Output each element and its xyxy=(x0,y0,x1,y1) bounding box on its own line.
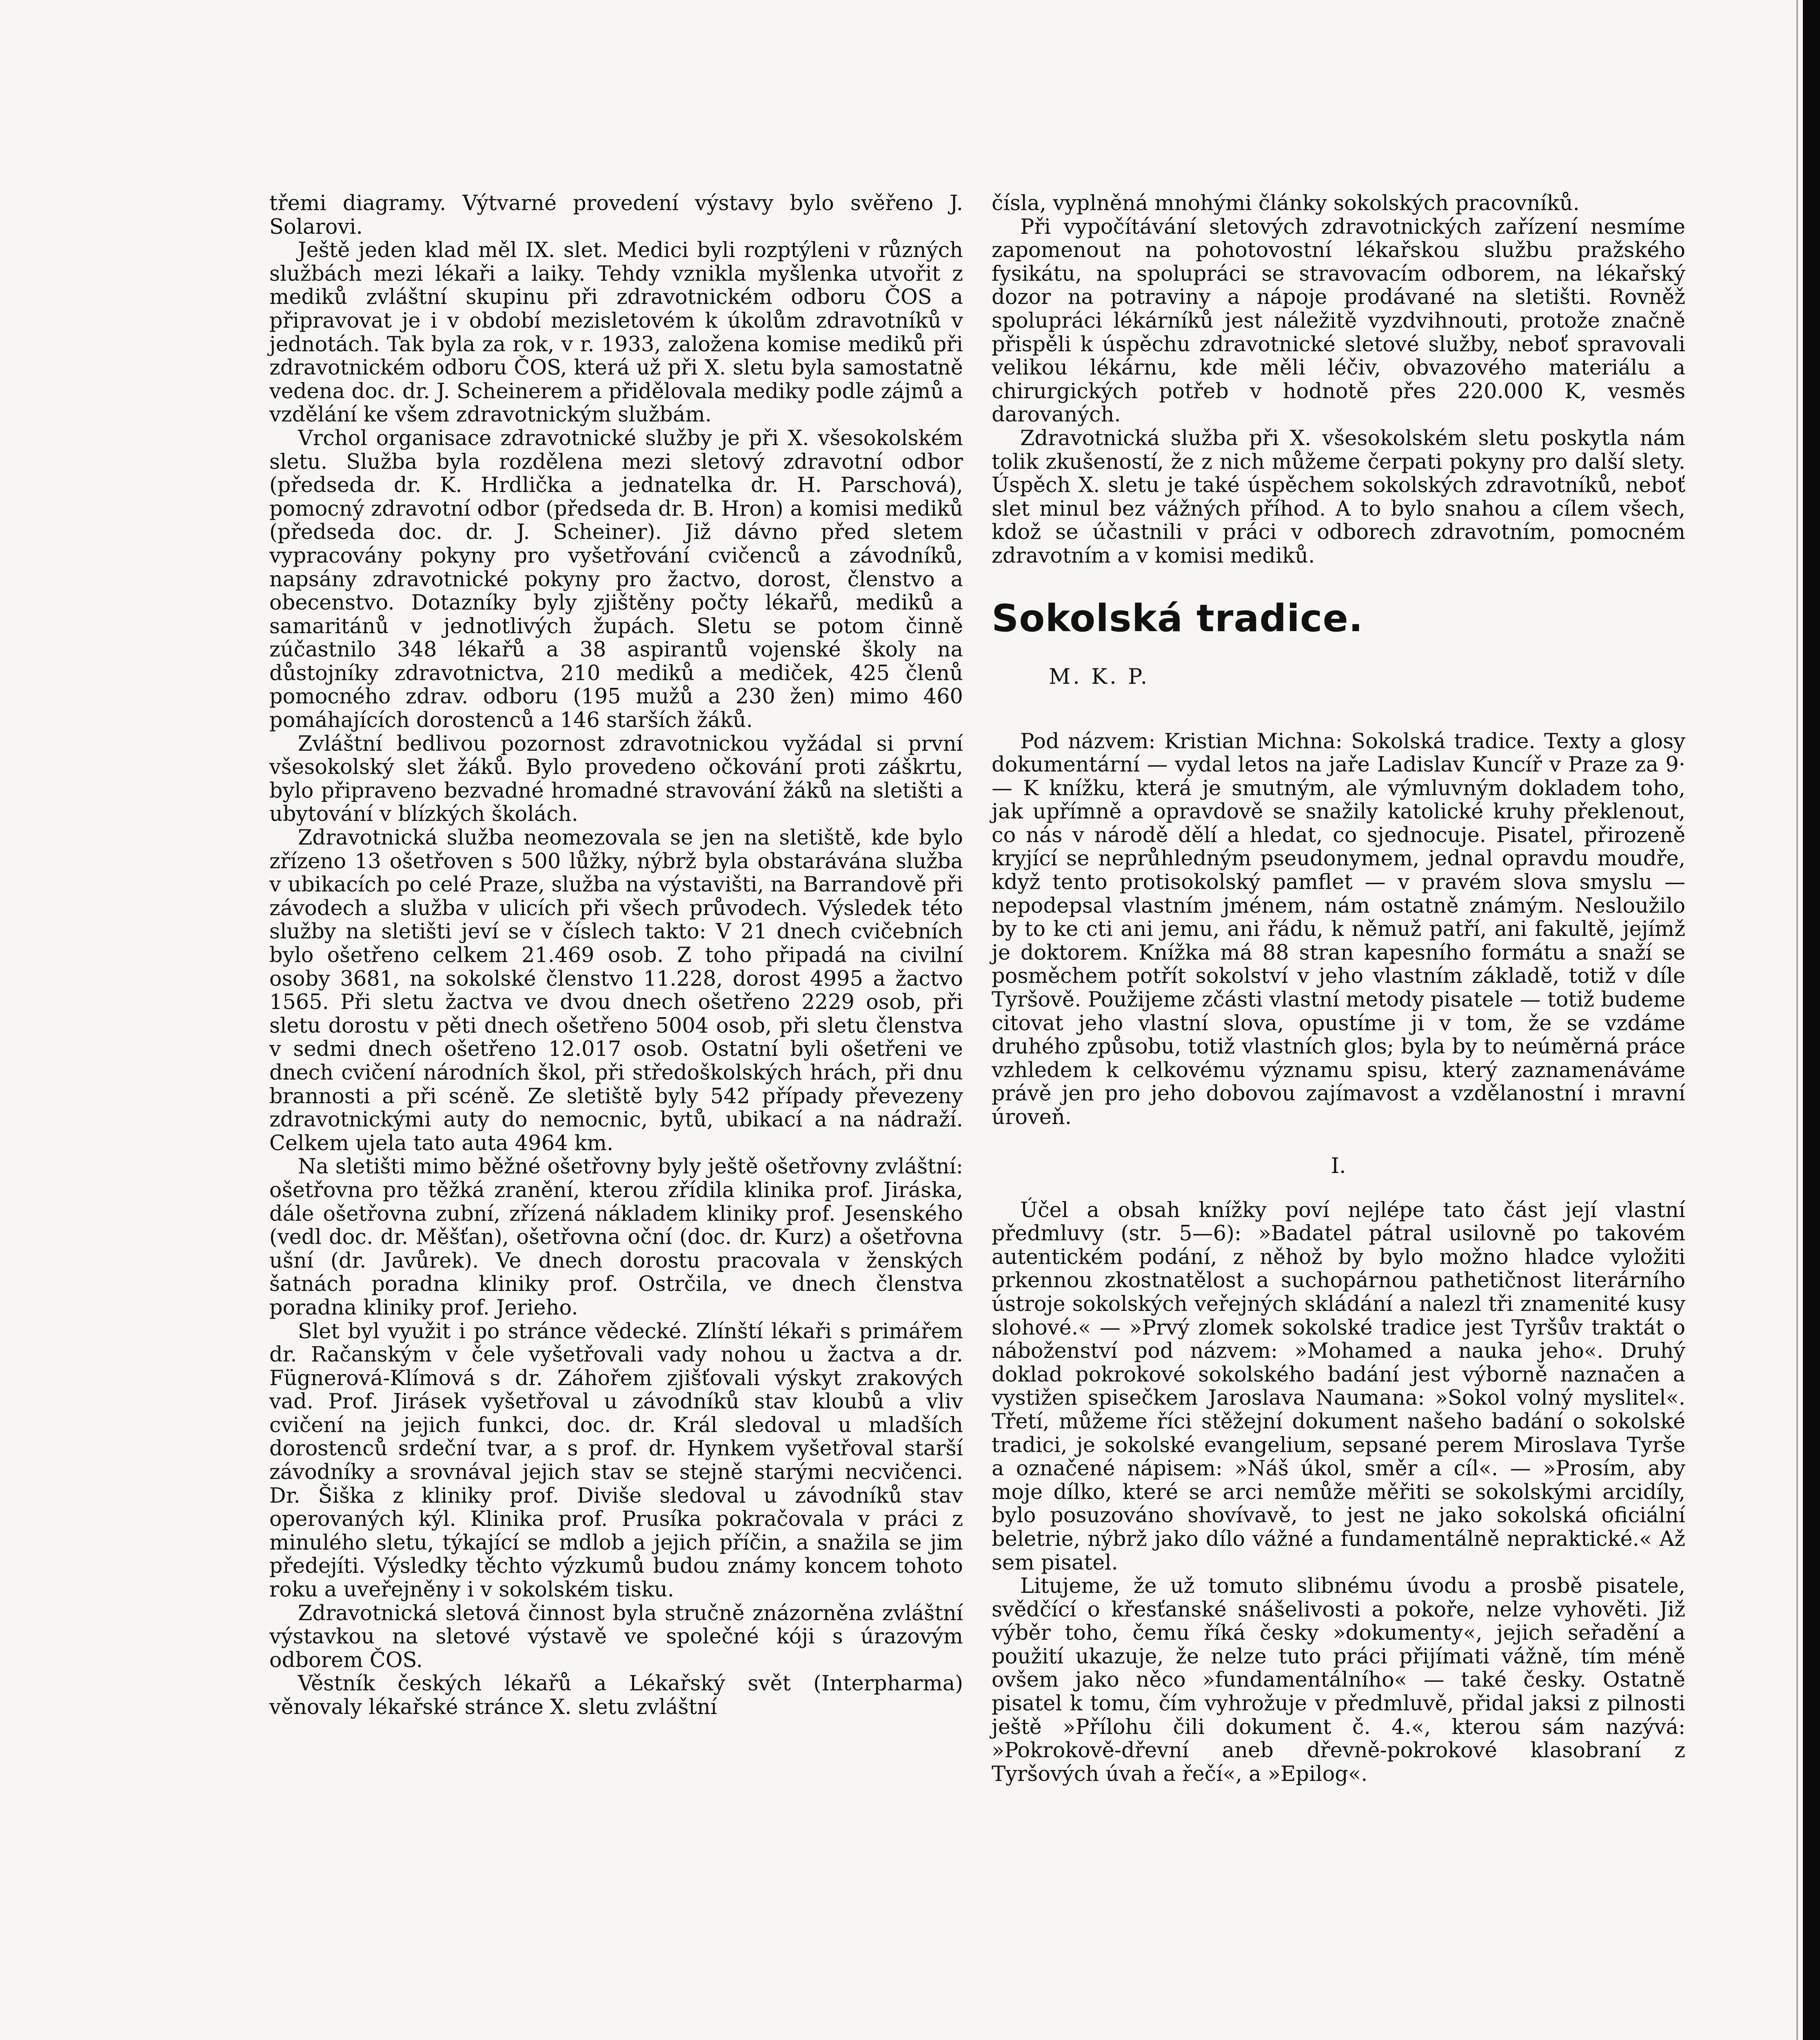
paragraph: třemi diagramy. Výtvarné provedení výstavy bylo svěřeno J. Solarovi. xyxy=(269,191,963,239)
right-column xyxy=(992,192,1685,1786)
paragraph: Ještě jeden klad měl IX. slet. Medici byli rozptýleni v různých službách mezi lékaři a laiky. Tehdy vznikla myšlenka utvořit z mediků zvláštní skupinu při zdravotnickém odboru ČOS a připravovat je i v období mezisletovém k úkolům zdravotníků v jednotách. Tak byla za rok, v r. 1933, založena komise mediků při zdravotnickém odboru ČOS, která už při X. sletu byla samostatně vedena doc. dr. J. Scheinerem a přidělovala mediky podle zájmů a vzdělání ke všem zdravotnickým službám. xyxy=(269,238,963,427)
paragraph: Účel a obsah knížky poví nejlépe tato část její vlastní předmluvy (str. 5—6): »Badatel pátral usilovně po takovém autentickém podání, z něhož by bylo možno hladce vyložiti prkennou zkostnatělost a suchopárnou pathetičnost literárního ústroje sokolských veřejných skládání a nalezl tři znamenité kusy slohové.« — »Prvý zlomek sokolské tradice jest Tyršův traktát o náboženství pod názvem: »Mohamed a nauka jeho«. Druhý doklad pokrokové sokolského badání jest výborně naznačen a vystižen spisečkem Jaroslava Naumana: »Sokol volný myslitel«. Třetí, můžeme říci stěžejní dokument našeho badání o sokolské tradici, je sokolské evangelium, sepsané perem Miroslava Tyrše a označené nápisem: »Náš úkol, směr a cíl«. — »Prosím, aby moje dílko, které se arci nemůže měřiti se sokolskými arcidíly, bylo posuzováno shovívavě, to jest ne jako sokolská oficiální beletrie, nýbrž jako dílo vážné a fundamentálně nepraktické.« Až sem pisatel. xyxy=(992,1198,1685,1575)
paragraph: Slet byl využit i po stránce vědecké. Zlínští lékaři s primářem dr. Račanským v čele vyšetřovali vady nohou u žactva a dr. Fügnerová-Klímová s dr. Záhořem zjišťovali výskyt zrakových vad. Prof. Jirásek vyšetřoval u závodníků stav kloubů a vliv cvičení na jejich funkci, doc. dr. Král sledoval u mladších dorostenců srdeční tvar, a s prof. dr. Hynkem vyšetřoval starší závodníky a srovnával jejich stav se stejně starými necvičenci. Dr. Šiška z kliniky prof. Diviše sledoval u závodníků stav operovaných kýl. Klinika prof. Prusíka pokračovala v práci z minulého sletu, týkající se mdlob a jejich příčin, a snažila se jim předejíti. Výsledky těchto výzkumů budou známy koncem tohoto roku a uveřejněny i v sokolském tisku. xyxy=(269,1319,963,1602)
scan-edge-line xyxy=(1796,0,1798,2040)
paragraph: Na sletišti mimo běžné ošetřovny byly ještě ošetřovny zvláštní: ošetřovna pro těžká zranění, kterou zřídila klinika prof. Jiráska, dále ošetřovna zubní, zřízená nákladem kliniky prof. Jesenského (vedl doc. dr. Měšťan), ošetřovna oční (doc. dr. Kurz) a ošetřovna ušní (dr. Javůrek). Ve dnech dorostu pracovala v ženských šatnách poradna kliniky prof. Ostrčila, ve dnech členstva poradna kliniky prof. Jerieho. xyxy=(269,1155,963,1320)
paragraph: Při vypočítávání sletových zdravotnických zařízení nesmíme zapomenout na pohotovostní lékařskou službu pražského fysikátu, na spolupráci se stravovacím odborem, na lékařský dozor na potraviny a nápoje prodávané na sletišti. Rovněž spolupráci lékárníků jest náležitě vyzdvihnouti, protože značně přispěli k úspěchu zdravotnické sletové služby, neboť spravovali velikou lékárnu, kde měli léčiv, obvazového materiálu a chirurgických potřeb v hodnotě přes 220.000 K, vesměs darovaných. xyxy=(992,215,1685,427)
paragraph: Litujeme, že už tomuto slibnému úvodu a prosbě pisatele, svědčící o křesťanské snášelivosti a pokoře, nelze vyhověti. Již výběr toho, čemu říká česky »dokumenty«, jejich seřadění a použití ukazuje, že nelze tuto práci přijímati vážně, tím méně ovšem jako něco »fundamentálního« — také česky. Ostatně pisatel k tomu, čím vyhrožuje v předmluvě, přidal jaksi z pilnosti ještě »Přílohu čili dokument č. 4.«, kterou sám nazývá: »Pokrokově-dřevní aneb dřevně-pokrokové klasobraní z Tyršových úvah a řečí«, a »Epilog«. xyxy=(992,1574,1685,1786)
paragraph: Zdravotnická služba při X. všesokolském sletu poskytla nám tolik zkušeností, že z nich můžeme čerpati pokyny pro další slety. Úspěch X. sletu je také úspěchem sokolských zdravotníků, neboť slet minul bez vážných příhod. A to bylo snahou a cílem všech, kdož se účastnili v práci v odborech zdravotním, pomocném zdravotním a v komisi mediků. xyxy=(992,426,1685,568)
paragraph: Vrchol organisace zdravotnické služby je při X. všesokolském sletu. Služba byla rozdělena mezi sletový zdravotní odbor (předseda dr. K. Hrdlička a jednatelka dr. H. Parschová), pomocný zdravotní odbor (předseda dr. B. Hron) a komisi mediků (předseda doc. dr. J. Scheiner). Již dávno před sletem vypracovány pokyny pro vyšetřování cvičenců a závodníků, napsány zdravotnické pokyny pro žactvo, dorost, členstvo a obecenstvo. Dotazníky byly zjištěny počty lékařů, mediků a samaritánů v jednotlivých župách. Sletu se potom činně zúčastnilo 348 lékařů a 38 aspirantů vojenské školy na důstojníky zdravotnictva, 210 mediků a mediček, 425 členů pomocného zdrav. odboru (195 mužů a 230 žen) mimo 460 pomáhajících dorostenců a 146 starších žáků. xyxy=(269,426,963,733)
section-number: I. xyxy=(1331,1153,1346,1178)
paragraph: Zdravotnická sletová činnost byla stručně znázorněna zvláštní výstavkou na sletové výstavě ve společné kóji s úrazovým odborem ČOS. xyxy=(269,1601,963,1672)
paragraph: Zdravotnická služba neomezovala se jen na sletiště, kde bylo zřízeno 13 ošetřoven s 500 lůžky, nýbrž byla obstarávána služba v ubikacích po celé Praze, služba na výstavišti, na Barrandově při závodech a služba v ulicích při všech průvodech. Výsledek této služby na sletišti jeví se v číslech takto: V 21 dnech cvičebních bylo ošetřeno celkem 21.469 osob. Z toho připadá na civilní osoby 3681, na sokolské členstvo 11.228, dorost 4995 a žactvo 1565. Při sletu žactva ve dvou dnech ošetřeno 2229 osob, při sletu dorostu v pěti dnech ošetřeno 5004 osob, při sletu členstva v sedmi dnech ošetřeno 12.017 osob. Ostatní byli ošetřeni ve dnech cvičení národních škol, při středoškolských hrách, při dnu brannosti a při scéně. Ze sletiště byly 542 případy převezeny zdravotnickými auty do nemocnic, bytů, ubikací a na nádraží. Celkem ujela tato auta 4964 km. xyxy=(269,826,963,1155)
paragraph: Věstník českých lékařů a Lékařský svět (Interpharma) věnovaly lékařské stránce X. sletu zvláštní xyxy=(269,1672,963,1719)
paragraph: Zvláštní bedlivou pozornost zdravotnickou vyžádal si první všesokolský slet žáků. Bylo provedeno očkování proti záškrtu, bylo připraveno bezvadné hromadné stravování žáků na sletišti a ubytování v blízkých školách. xyxy=(269,732,963,827)
paragraph: čísla, vyplněná mnohými články sokolských pracovníků. xyxy=(992,191,1580,215)
article-title: Sokolská tradice. xyxy=(992,596,1363,640)
left-column xyxy=(269,192,963,1719)
article-intro: Pod názvem: Kristian Michna: Sokolská tradice. Texty a glosy dokumentární — vydal letos na jaře Ladislav Kuncíř v Praze za 9·— K knížku, která je smutným, ale výmluvným dokladem toho, jak upřímně a opravdově se snažily katolické kruhy překlenout, co nás v národě dělí a hledat, co sjednocuje. Pisatel, přirozeně kryjící se neprůhledným pseudonymem, jednal opravdu moudře, když tento protisokolský pamflet — v pravém slova smyslu — nepodepsal vlastním jménem, nám ostatně známým. Nesloužilo by to ke cti ani jemu, ani řádu, k němuž patří, ani fakultě, jejímž je doktorem. Knížka má 88 stran kapesního formátu a snaží se posměchem potřít sokolství v jeho vlastním základě, totiž v díle Tyršově. Použijeme zčásti vlastní metody pisatele — totiž budeme citovat jeho vlastní slova, opustíme ji v tom, že se vzdáme druhého způsobu, totiž vlastních glos; byla by to neúměrná práce vzhledem k celkovému významu spisu, který zaznamenáváme právě jen pro jeho dobovou zajímavost a vzdělanostní i mravní úroveň. xyxy=(992,729,1685,1129)
article-byline: M. K. P. xyxy=(1049,664,1150,689)
scan-edge-bar xyxy=(1803,0,1820,2040)
